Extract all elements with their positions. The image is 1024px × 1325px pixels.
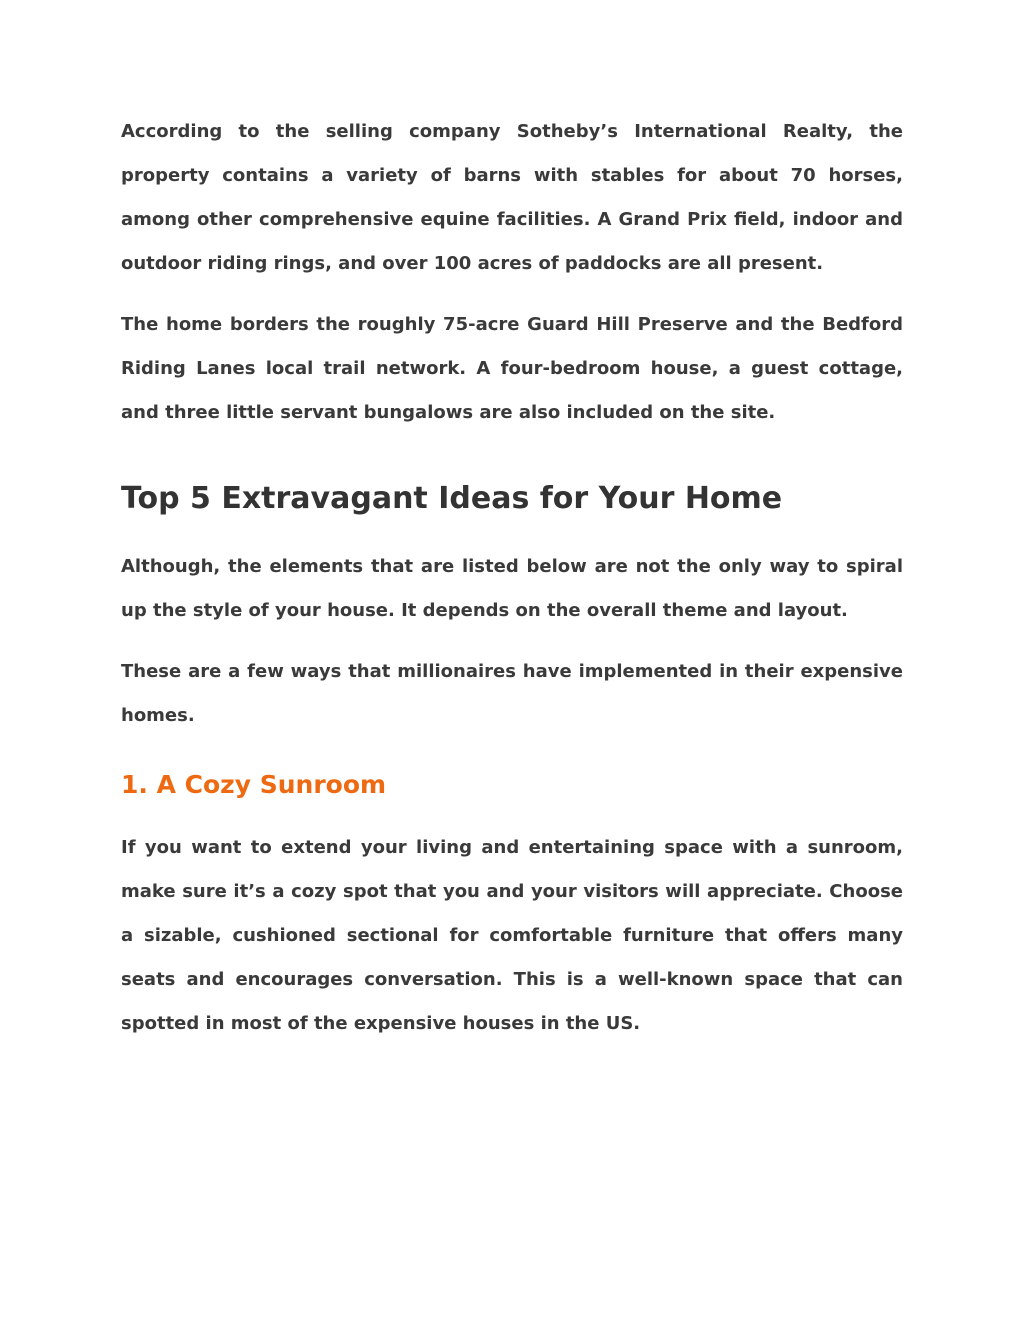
- document-page: [121, 110, 903, 1046]
- paragraph-property-facilities: According to the selling company Sotheby’s International Realty, the property contains a variety of barns with stables for about 70 horses, among other comprehensive equine facilities. A Grand Prix field, indoor and outdoor riding rings, and over 100 acres of paddocks are all present.: [121, 121, 903, 274]
- paragraph-intro: Although, the elements that are listed below are not the only way to spiral up the style of your house. It depends on the overall theme and layout.: [121, 556, 903, 621]
- subsection-heading: 1. A Cozy Sunroom: [121, 770, 387, 799]
- paragraph-millionaires: These are a few ways that millionaires have implemented in their expensive homes.: [121, 661, 903, 726]
- paragraph-property-surroundings: The home borders the roughly 75-acre Guard Hill Preserve and the Bedford Riding Lanes local trail network. A four-bedroom house, a guest cottage, and three little servant bungalows are also included on the site.: [121, 314, 903, 423]
- section-heading: Top 5 Extravagant Ideas for Your Home: [121, 481, 783, 516]
- paragraph-sunroom: If you want to extend your living and entertaining space with a sunroom, make sure it’s a cozy spot that you and your visitors will appreciate. Choose a sizable, cushioned sectional for comfortable furniture that offers many seats and encourages conversation. This is a well-known space that can spotted in most of the expensive houses in the US.: [121, 837, 903, 1034]
